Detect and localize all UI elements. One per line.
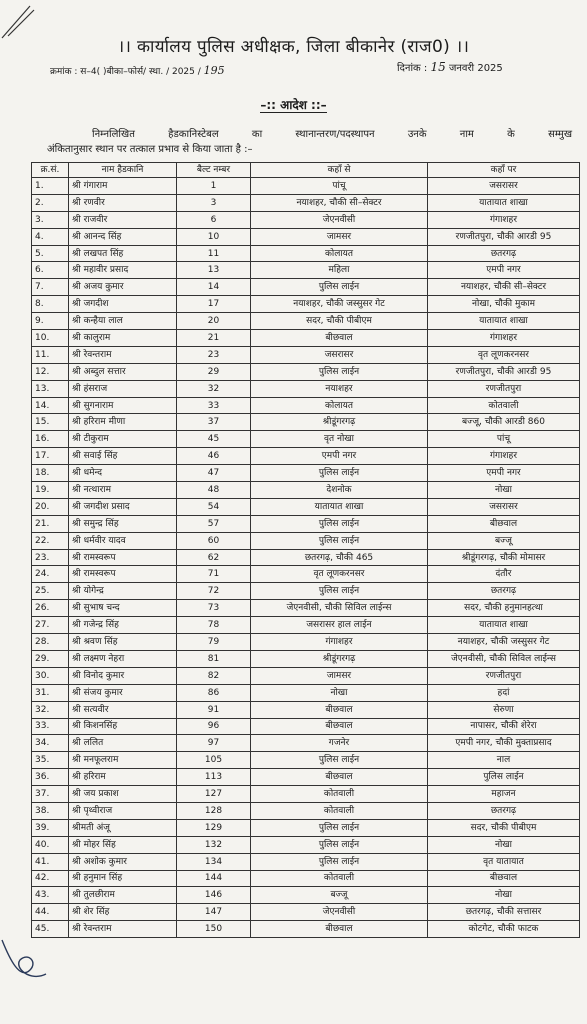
table-row — [32, 194, 580, 211]
row-name: श्री लखपत सिंह — [69, 245, 177, 262]
row-name: श्री ललित — [69, 735, 177, 752]
row-name: श्री टीकुराम — [69, 431, 177, 448]
row-name: श्री संजय कुमार — [69, 684, 177, 701]
row-name: श्री जगदीश — [69, 296, 177, 313]
row-to: छतरगढ़ — [428, 802, 580, 819]
row-belt: 78 — [177, 617, 251, 634]
row-belt: 57 — [177, 515, 251, 532]
table-row — [32, 465, 580, 482]
table-row — [32, 600, 580, 617]
row-name: श्री श्रवण सिंह — [69, 634, 177, 651]
row-to: नोखा — [428, 887, 580, 904]
row-to: सेरुणा — [428, 701, 580, 718]
row-belt: 48 — [177, 482, 251, 499]
row-serial: 22. — [32, 532, 69, 549]
row-name: श्री जय प्रकाश — [69, 786, 177, 803]
row-belt: 91 — [177, 701, 251, 718]
row-belt: 11 — [177, 245, 251, 262]
row-belt: 60 — [177, 532, 251, 549]
row-name: श्री गजेन्द्र सिंह — [69, 617, 177, 634]
row-name: श्री किशनसिंह — [69, 718, 177, 735]
table-row — [32, 178, 580, 195]
row-serial: 19. — [32, 482, 69, 499]
row-name: श्री नत्थाराम — [69, 482, 177, 499]
row-to: बीछवाल — [428, 870, 580, 887]
row-belt: 127 — [177, 786, 251, 803]
row-belt: 32 — [177, 380, 251, 397]
row-belt: 73 — [177, 600, 251, 617]
row-to: गंगाशहर — [428, 211, 580, 228]
row-from: पुलिस लाईन — [251, 279, 428, 296]
table-row — [32, 701, 580, 718]
row-serial: 28. — [32, 634, 69, 651]
row-from: श्रीडूंगरगढ़ — [251, 414, 428, 431]
table-row — [32, 397, 580, 414]
order-heading-text: –:: आदेश ::– — [260, 98, 327, 112]
order-number-handwritten: 195 — [203, 64, 225, 77]
row-belt: 13 — [177, 262, 251, 279]
row-belt: 54 — [177, 498, 251, 515]
row-to: नोखा — [428, 836, 580, 853]
row-name: श्री विनोद कुमार — [69, 667, 177, 684]
row-to: यातायात शाखा — [428, 617, 580, 634]
table-row — [32, 498, 580, 515]
row-serial: 15. — [32, 414, 69, 431]
row-from: नयाशहर, चौकी जस्सुसर गेट — [251, 296, 428, 313]
row-from: वृत लूणकरनसर — [251, 566, 428, 583]
order-number-label: क्रमांक : स–4( )बीका–फोर्स/ स्था. / 2025 / — [50, 67, 201, 77]
row-name: श्री अशोक कुमार — [69, 853, 177, 870]
row-belt: 6 — [177, 211, 251, 228]
row-serial: 26. — [32, 600, 69, 617]
row-from: गजनेर — [251, 735, 428, 752]
row-serial: 41. — [32, 853, 69, 870]
header-belt: बैल्ट नम्बर — [177, 163, 251, 178]
table-row — [32, 735, 580, 752]
row-from: बीछवाल — [251, 330, 428, 347]
date-label: दिनांक : — [397, 63, 428, 74]
row-serial: 13. — [32, 380, 69, 397]
row-name: श्री धमेन्द — [69, 465, 177, 482]
row-from: नयाशहर — [251, 380, 428, 397]
row-serial: 37. — [32, 786, 69, 803]
table-row — [32, 549, 580, 566]
row-serial: 24. — [32, 566, 69, 583]
row-belt: 97 — [177, 735, 251, 752]
row-belt: 86 — [177, 684, 251, 701]
row-serial: 30. — [32, 667, 69, 684]
row-serial: 6. — [32, 262, 69, 279]
row-serial: 44. — [32, 904, 69, 921]
row-belt: 128 — [177, 802, 251, 819]
row-from: कोतवाली — [251, 870, 428, 887]
row-from: सदर, चौकी पीबीएम — [251, 313, 428, 330]
row-serial: 10. — [32, 330, 69, 347]
row-name: श्री रणवीर — [69, 194, 177, 211]
table-row — [32, 650, 580, 667]
order-date — [397, 60, 503, 74]
row-belt: 105 — [177, 752, 251, 769]
row-to: छतरगढ़ — [428, 583, 580, 600]
row-name: श्री सुभाष चन्द — [69, 600, 177, 617]
row-to: यातायात शाखा — [428, 313, 580, 330]
row-to: छतरगढ़, चौकी सत्तासर — [428, 904, 580, 921]
row-serial: 2. — [32, 194, 69, 211]
row-serial: 38. — [32, 802, 69, 819]
table-row — [32, 262, 580, 279]
row-belt: 3 — [177, 194, 251, 211]
row-from: एमपी नगर — [251, 448, 428, 465]
row-name: श्री मोहर सिंह — [69, 836, 177, 853]
table-row — [32, 414, 580, 431]
intro-line-1: निम्नलिखित हैडकानिस्टेबल का स्थानान्तरण/पदस्थापन उनके नाम के सम्मुख — [92, 129, 572, 140]
row-belt: 17 — [177, 296, 251, 313]
row-belt: 62 — [177, 549, 251, 566]
row-from: जेएनवीसी, चौकी सिविल लाईन्स — [251, 600, 428, 617]
row-serial: 5. — [32, 245, 69, 262]
row-name: श्री अजय कुमार — [69, 279, 177, 296]
table-row — [32, 752, 580, 769]
row-to: एमपी नगर, चौकी मुक्ताप्रसाद — [428, 735, 580, 752]
row-serial: 3. — [32, 211, 69, 228]
row-serial: 31. — [32, 684, 69, 701]
row-to: महाजन — [428, 786, 580, 803]
row-to: नोखा, चौकी मुकाम — [428, 296, 580, 313]
row-name: श्री धर्मवीर यादव — [69, 532, 177, 549]
row-to: कोटगेट, चौकी फाटक — [428, 921, 580, 938]
row-to: हदां — [428, 684, 580, 701]
row-from: देशनोक — [251, 482, 428, 499]
row-belt: 134 — [177, 853, 251, 870]
row-to: रणजीतपुरा — [428, 380, 580, 397]
row-from: पुलिस लाईन — [251, 836, 428, 853]
row-serial: 36. — [32, 769, 69, 786]
row-name: श्री रेवन्तराम — [69, 346, 177, 363]
table-row — [32, 667, 580, 684]
row-name: श्री तुलछीराम — [69, 887, 177, 904]
row-serial: 45. — [32, 921, 69, 938]
row-to: एमपी नगर — [428, 262, 580, 279]
row-serial: 16. — [32, 431, 69, 448]
transfer-table — [31, 162, 580, 938]
row-serial: 18. — [32, 465, 69, 482]
row-serial: 42. — [32, 870, 69, 887]
row-from: बीछवाल — [251, 921, 428, 938]
row-belt: 10 — [177, 228, 251, 245]
row-belt: 150 — [177, 921, 251, 938]
row-from: यातायात शाखा — [251, 498, 428, 515]
row-name: श्री अब्दुल सत्तार — [69, 363, 177, 380]
table-row — [32, 769, 580, 786]
header-from: कहाँ से — [251, 163, 428, 178]
table-row — [32, 431, 580, 448]
row-belt: 71 — [177, 566, 251, 583]
row-name: श्री शेर सिंह — [69, 904, 177, 921]
table-row — [32, 228, 580, 245]
row-from: छतरगढ़, चौकी 465 — [251, 549, 428, 566]
table-row — [32, 819, 580, 836]
row-from: जेएनवीसी — [251, 211, 428, 228]
row-name: श्री सत्यवीर — [69, 701, 177, 718]
row-name: श्री कन्हैया लाल — [69, 313, 177, 330]
row-serial: 1. — [32, 178, 69, 195]
row-name: श्री आनन्द सिंह — [69, 228, 177, 245]
row-name: श्रीमती अंजू — [69, 819, 177, 836]
row-from: कोलायत — [251, 397, 428, 414]
row-serial: 39. — [32, 819, 69, 836]
row-from: पुलिस लाईन — [251, 853, 428, 870]
row-from: पुलिस लाईन — [251, 465, 428, 482]
row-serial: 25. — [32, 583, 69, 600]
row-name: श्री रामस्वरूप — [69, 549, 177, 566]
row-serial: 43. — [32, 887, 69, 904]
table-row — [32, 617, 580, 634]
row-to: रणजीतपुरा, चौकी आरडी 95 — [428, 363, 580, 380]
row-belt: 46 — [177, 448, 251, 465]
row-name: श्री महावीर प्रसाद — [69, 262, 177, 279]
table-row — [32, 786, 580, 803]
row-belt: 72 — [177, 583, 251, 600]
row-belt: 29 — [177, 363, 251, 380]
row-from: महिला — [251, 262, 428, 279]
row-name: श्री कालुराम — [69, 330, 177, 347]
row-from: पुलिस लाईन — [251, 583, 428, 600]
row-belt: 37 — [177, 414, 251, 431]
row-to: नापासर, चौकी शेरेरा — [428, 718, 580, 735]
table-row — [32, 634, 580, 651]
header-serial: क्र.सं. — [32, 163, 69, 178]
row-serial: 7. — [32, 279, 69, 296]
row-belt: 20 — [177, 313, 251, 330]
row-to: पुलिस लाईन — [428, 769, 580, 786]
table-row — [32, 532, 580, 549]
row-serial: 9. — [32, 313, 69, 330]
row-name: श्री हरिराम — [69, 769, 177, 786]
row-from: गंगाशहर — [251, 634, 428, 651]
order-heading — [0, 96, 587, 113]
row-serial: 33. — [32, 718, 69, 735]
row-belt: 21 — [177, 330, 251, 347]
table-row — [32, 887, 580, 904]
row-belt: 1 — [177, 178, 251, 195]
row-serial: 23. — [32, 549, 69, 566]
row-to: जसरासर — [428, 178, 580, 195]
row-from: जेएनवीसी — [251, 904, 428, 921]
row-to: पांचू — [428, 431, 580, 448]
row-to: गंगाशहर — [428, 448, 580, 465]
row-from: कोतवाली — [251, 786, 428, 803]
row-belt: 147 — [177, 904, 251, 921]
row-serial: 27. — [32, 617, 69, 634]
row-serial: 32. — [32, 701, 69, 718]
row-to: नाल — [428, 752, 580, 769]
row-belt: 132 — [177, 836, 251, 853]
row-from: जामसर — [251, 228, 428, 245]
row-name: श्री रेवन्तराम — [69, 921, 177, 938]
row-to: रणजीतपुरा — [428, 667, 580, 684]
header-to: कहाँ पर — [428, 163, 580, 178]
table-body — [32, 178, 580, 938]
row-name: श्री लक्ष्मण नेहरा — [69, 650, 177, 667]
office-title: ।। कार्यालय पुलिस अधीक्षक, जिला बीकानेर (राज0) ।। — [117, 37, 470, 57]
row-serial: 17. — [32, 448, 69, 465]
table-header-row — [32, 163, 580, 178]
row-belt: 14 — [177, 279, 251, 296]
table-row — [32, 245, 580, 262]
table-row — [32, 802, 580, 819]
row-name: श्री हनुमान सिंह — [69, 870, 177, 887]
table-row — [32, 853, 580, 870]
row-name: श्री गंगाराम — [69, 178, 177, 195]
row-to: वृत लूणकरनसर — [428, 346, 580, 363]
row-to: जसरासर — [428, 498, 580, 515]
table-row — [32, 515, 580, 532]
row-from: नयाशहर, चौकी सी–सेक्टर — [251, 194, 428, 211]
table-row — [32, 482, 580, 499]
row-name: श्री सवाई सिंह — [69, 448, 177, 465]
row-belt: 47 — [177, 465, 251, 482]
row-name: श्री राजवीर — [69, 211, 177, 228]
row-from: पुलिस लाईन — [251, 532, 428, 549]
row-belt: 23 — [177, 346, 251, 363]
row-serial: 11. — [32, 346, 69, 363]
order-number — [50, 64, 225, 77]
row-to: बीछवाल — [428, 515, 580, 532]
row-from: बज्जू — [251, 887, 428, 904]
row-to: कोतवाली — [428, 397, 580, 414]
row-to: सदर, चौकी हनुमानहत्था — [428, 600, 580, 617]
table-row — [32, 904, 580, 921]
date-day-handwritten: 15 — [430, 60, 446, 74]
table-row — [32, 448, 580, 465]
row-from: कोलायत — [251, 245, 428, 262]
row-from: वृत नोखा — [251, 431, 428, 448]
row-serial: 20. — [32, 498, 69, 515]
table-row — [32, 380, 580, 397]
row-from: बीछवाल — [251, 718, 428, 735]
row-name: श्री योगेन्द्र — [69, 583, 177, 600]
row-from: जसरासर — [251, 346, 428, 363]
row-belt: 79 — [177, 634, 251, 651]
table-row — [32, 211, 580, 228]
row-name: श्री समुन्द्र सिंह — [69, 515, 177, 532]
row-serial: 34. — [32, 735, 69, 752]
row-to: छतरगढ़ — [428, 245, 580, 262]
row-to: यातायात शाखा — [428, 194, 580, 211]
row-belt: 81 — [177, 650, 251, 667]
row-from: पुलिस लाईन — [251, 363, 428, 380]
row-to: एमपी नगर — [428, 465, 580, 482]
row-serial: 14. — [32, 397, 69, 414]
row-belt: 33 — [177, 397, 251, 414]
header-name: नाम हैडकानि — [69, 163, 177, 178]
table-row — [32, 346, 580, 363]
row-name: श्री रामस्वरूप — [69, 566, 177, 583]
row-serial: 12. — [32, 363, 69, 380]
row-from: जामसर — [251, 667, 428, 684]
row-to: रणजीतपुरा, चौकी आरडी 95 — [428, 228, 580, 245]
intro-paragraph — [47, 127, 572, 157]
row-to: गंगाशहर — [428, 330, 580, 347]
table-row — [32, 296, 580, 313]
row-belt: 129 — [177, 819, 251, 836]
row-from: पुलिस लाईन — [251, 515, 428, 532]
row-from: नोखा — [251, 684, 428, 701]
table-row — [32, 870, 580, 887]
row-name: श्री हरिराम मीणा — [69, 414, 177, 431]
row-to: सदर, चौकी पीबीएम — [428, 819, 580, 836]
table-row — [32, 718, 580, 735]
row-serial: 21. — [32, 515, 69, 532]
row-from: बीछवाल — [251, 701, 428, 718]
row-belt: 96 — [177, 718, 251, 735]
row-belt: 113 — [177, 769, 251, 786]
row-to: नयाशहर, चौकी सी–सेक्टर — [428, 279, 580, 296]
intro-line-2: अंकितानुसार स्थान पर तत्काल प्रभाव से किया जाता है :– — [47, 144, 253, 155]
row-to: बज्जू, चौकी आरडी 860 — [428, 414, 580, 431]
table-row — [32, 566, 580, 583]
row-to: श्रीडूंगरगढ़, चौकी मोमासर — [428, 549, 580, 566]
table-row — [32, 330, 580, 347]
table-row — [32, 684, 580, 701]
row-name: श्री मनफूलराम — [69, 752, 177, 769]
row-from: पांचू — [251, 178, 428, 195]
row-serial: 4. — [32, 228, 69, 245]
table-row — [32, 836, 580, 853]
table-row — [32, 921, 580, 938]
table-row — [32, 363, 580, 380]
row-to: नयाशहर, चौकी जस्सुसर गेट — [428, 634, 580, 651]
row-from: कोतवाली — [251, 802, 428, 819]
signature-flourish — [0, 930, 60, 990]
table-row — [32, 279, 580, 296]
row-to: बज्जू — [428, 532, 580, 549]
row-serial: 8. — [32, 296, 69, 313]
row-name: श्री जगदीश प्रसाद — [69, 498, 177, 515]
row-from: पुलिस लाईन — [251, 752, 428, 769]
row-from: जसरासर हाल लाईन — [251, 617, 428, 634]
row-serial: 29. — [32, 650, 69, 667]
row-belt: 45 — [177, 431, 251, 448]
row-to: नोखा — [428, 482, 580, 499]
row-to: दंतौर — [428, 566, 580, 583]
row-belt: 144 — [177, 870, 251, 887]
row-to: वृत यातायात — [428, 853, 580, 870]
row-name: श्री पृथ्वीराज — [69, 802, 177, 819]
row-from: बीछवाल — [251, 769, 428, 786]
row-from: पुलिस लाईन — [251, 819, 428, 836]
date-month-year: जनवरी 2025 — [448, 63, 503, 74]
row-name: श्री सुगनाराम — [69, 397, 177, 414]
row-serial: 40. — [32, 836, 69, 853]
table-row — [32, 583, 580, 600]
table-row — [32, 313, 580, 330]
row-serial: 35. — [32, 752, 69, 769]
row-name: श्री हंसराज — [69, 380, 177, 397]
row-belt: 146 — [177, 887, 251, 904]
row-to: जेएनवीसी, चौकी सिविल लाईन्स — [428, 650, 580, 667]
row-belt: 82 — [177, 667, 251, 684]
row-from: श्रीडूंगरगढ़ — [251, 650, 428, 667]
